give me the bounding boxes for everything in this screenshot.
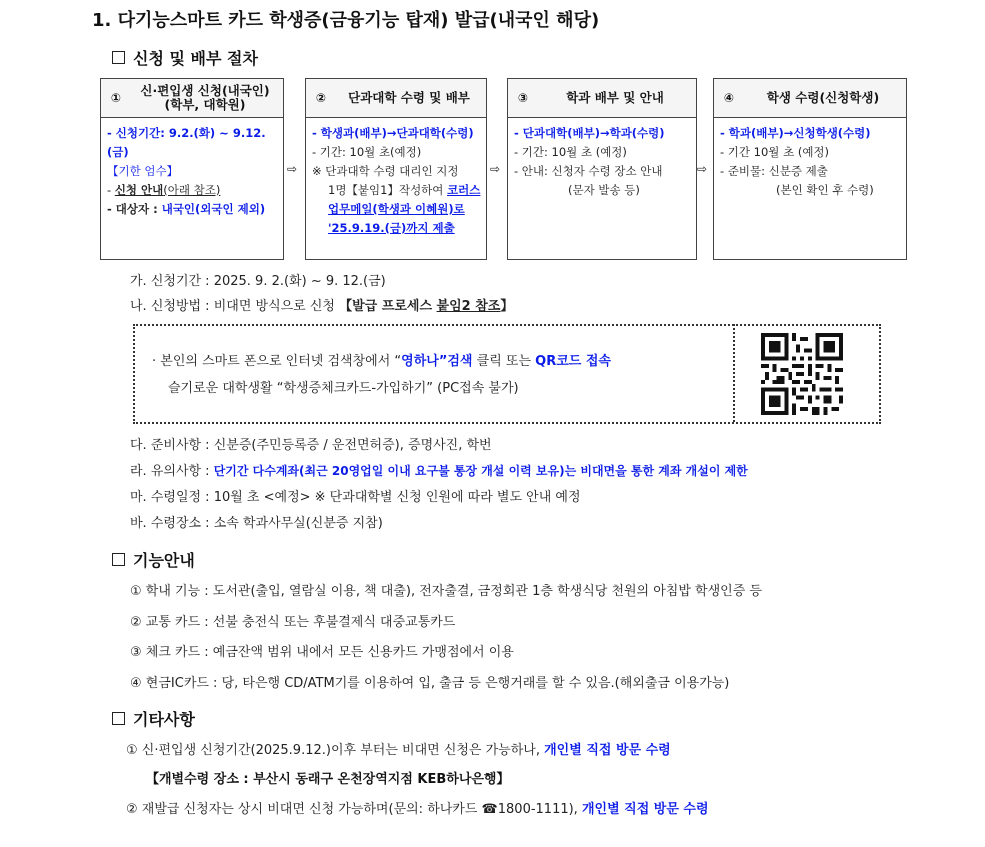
step2-note: ※ 단과대학 수령 대리인 지정 [312, 164, 459, 178]
checkbox-square-icon [112, 553, 125, 566]
step1-period [107, 124, 279, 162]
item-na-close: 】 [500, 299, 514, 314]
step2-flow-dash: - [312, 126, 321, 140]
step3-guide: - 안내: 신청자 수령 장소 안내 [514, 164, 663, 178]
section-other-heading [112, 707, 195, 730]
step2-note-cont [312, 181, 482, 200]
step-number-1: ① [110, 91, 122, 105]
section-procedure-label: 신청 및 배부 절차 [133, 49, 258, 68]
item-ra-warning: 단기간 다수계좌(최근 20영업일 이내 요구불 통장 개설 이력 보유)는 비대면을 통한 계좌 개설이 제한 [213, 464, 748, 478]
step1-target-label: - 대상자 : [107, 202, 162, 216]
item-ra [130, 460, 748, 479]
step-header-4 [714, 79, 906, 118]
item-da: 다. 준비사항 : 신분증(주민등록증 / 운전면허증), 증명사진, 학번 [130, 438, 492, 453]
step-title-3: 학과 배부 및 안내 [566, 90, 664, 105]
item-ma: 마. 수령일정 : 10월 초 <예정> ※ 단과대학별 신청 인원에 따라 별도 안내 예정 [130, 490, 581, 505]
arrow-icon-2: ⇨ [490, 162, 501, 176]
step2-deadline: '25.9.19.(금)까지 제출 [328, 221, 455, 235]
step-title-2: 단과대학 수령 및 배부 [348, 90, 470, 105]
arrow-icon-3: ⇨ [697, 162, 708, 176]
checkbox-square-icon [112, 51, 125, 64]
item-na [130, 295, 513, 314]
step1-guide-dash: - [107, 183, 115, 197]
step1-target-value: 내국인(외국인 제외) [161, 202, 266, 216]
step4-items-cont: (본인 확인 후 수령) [776, 183, 874, 197]
step-number-4: ④ [723, 91, 735, 105]
step-body-1 [101, 118, 283, 223]
item-na-process: 【발급 프로세스 [339, 299, 437, 314]
step1-guide-note: (아래 참조) [163, 183, 221, 197]
apply-info-line1 [152, 350, 611, 369]
step4-flow-dash: - [720, 126, 729, 140]
step4-flow-text: 학과(배부)→신청학생(수령) [728, 126, 871, 140]
item-ba: 바. 수령장소 : 소속 학과사무실(신분증 지참) [130, 516, 383, 531]
step3-flow [514, 124, 692, 143]
other-line-2: 【개별수령 장소 : 부산시 동래구 온천장역지점 KEB하나은행】 [146, 772, 510, 787]
other-line-1 [126, 739, 671, 758]
step2-flow [312, 124, 482, 143]
feature-line-3: ③ 체크 카드 : 예금잔액 범위 내에서 모든 신용카드 가맹점에서 이용 [130, 645, 514, 660]
step-title-1-line1: 신·편입생 신청(내국인) [140, 83, 270, 98]
step2-note-cont-b: 코러스 [447, 183, 481, 197]
step4-period: - 기간 10월 초 (예정) [720, 145, 830, 159]
item-na-attach: 붙임2 참조 [436, 299, 501, 314]
item-na-text: 나. 신청방법 : 비대면 방식으로 신청 [130, 299, 340, 314]
step3-flow-dash: - [514, 126, 523, 140]
step-box-2 [305, 78, 487, 260]
step-box-4 [713, 78, 907, 260]
page-title: 1. 다기능스마트 카드 학생증(금융기능 탑재) 발급(내국인 해당) [92, 10, 600, 31]
step1-period-text: 신청기간: 9.2.(화) ~ 9.12.(금) [107, 126, 266, 159]
step2-flow-text: 학생과(배부)→단과대학(수령) [320, 126, 474, 140]
section-features-label: 기능안내 [133, 551, 195, 570]
qr-access-label: QR코드 접속 [535, 354, 611, 369]
section-other-label: 기타사항 [133, 710, 195, 729]
step-header-1 [101, 79, 283, 118]
step1-deadline: 【기한 엄수】 [107, 164, 179, 178]
other-line-3-text: ② 재발급 신청자는 상시 비대면 신청 가능하며(문의: 하나카드 ☎1800-1111), [126, 802, 582, 817]
step-body-3 [508, 118, 696, 204]
step3-flow-text: 단과대학(배부)→학과(수령) [522, 126, 665, 140]
apply-info-line2: 슬기로운 대학생활 “학생증체크카드-가입하기” (PC접속 불가) [168, 381, 519, 396]
step-title-1 [127, 84, 283, 112]
arrow-icon-1: ⇨ [287, 162, 298, 176]
other-line-3 [126, 798, 709, 817]
apply-info-line1-a: · 본인의 스마트 폰으로 인터넷 검색창에서 “ [152, 354, 402, 369]
apply-info-line1-c: 클릭 또는 [472, 354, 536, 369]
step-box-3 [507, 78, 697, 260]
step-header-2 [306, 79, 486, 118]
item-ga: 가. 신청기간 : 2025. 9. 2.(화) ~ 9. 12.(금) [130, 274, 386, 289]
section-features-heading [112, 548, 195, 571]
other-line-1-text: ① 신·편입생 신청기간(2025.9.12.)이후 부터는 비대면 신청은 가능하나, [126, 743, 545, 758]
section-procedure-heading [112, 46, 258, 69]
step1-guide [107, 181, 279, 200]
step-title-1-line2: (학부, 대학원) [164, 97, 246, 112]
search-keyword: 영하나”검색 [401, 354, 473, 369]
other-line-1-emph: 개인별 직접 방문 수령 [544, 743, 671, 758]
checkbox-square-icon [112, 712, 125, 725]
step2-period: - 기간: 10월 초(예정) [312, 145, 422, 159]
feature-line-2: ② 교통 카드 : 선불 충전식 또는 후불결제식 대중교통카드 [130, 615, 456, 630]
feature-line-4: ④ 현금IC카드 : 당, 타은행 CD/ATM기를 이용하여 입, 출금 등 은행거래를 할 수 있음.(해외출금 이용가능) [130, 676, 730, 691]
step4-flow [720, 124, 902, 143]
step4-items: - 준비물: 신분증 제출 [720, 164, 828, 178]
feature-line-1: ① 학내 기능 : 도서관(출입, 열람실 이용, 책 대출), 전자출결, 금정회관 1층 학생식당 천원의 아침밥 학생인증 등 [130, 584, 762, 599]
step-number-3: ③ [517, 91, 529, 105]
step-number-2: ② [315, 91, 327, 105]
step-header-3 [508, 79, 696, 118]
step1-target [107, 200, 279, 219]
step3-period: - 기간: 10월 초 (예정) [514, 145, 627, 159]
qr-code-icon[interactable] [760, 333, 844, 415]
step1-period-dash: - [107, 126, 116, 140]
step2-note-cont-a: 1명【붙임1】작성하여 [328, 183, 448, 197]
item-ra-label: 라. 유의사항 : [130, 464, 214, 479]
step-title-4: 학생 수령(신청학생) [766, 90, 880, 105]
step-box-1 [100, 78, 284, 260]
step3-guide-cont: (문자 발송 등) [568, 183, 640, 197]
other-line-3-emph: 개인별 직접 방문 수령 [581, 802, 709, 817]
step1-guide-label: 신청 안내 [114, 183, 164, 197]
step-body-4 [714, 118, 906, 204]
apply-info-divider [733, 324, 735, 422]
step2-mail: 업무메일(학생과 이혜원)로 [328, 202, 465, 216]
step-body-2 [306, 118, 486, 242]
